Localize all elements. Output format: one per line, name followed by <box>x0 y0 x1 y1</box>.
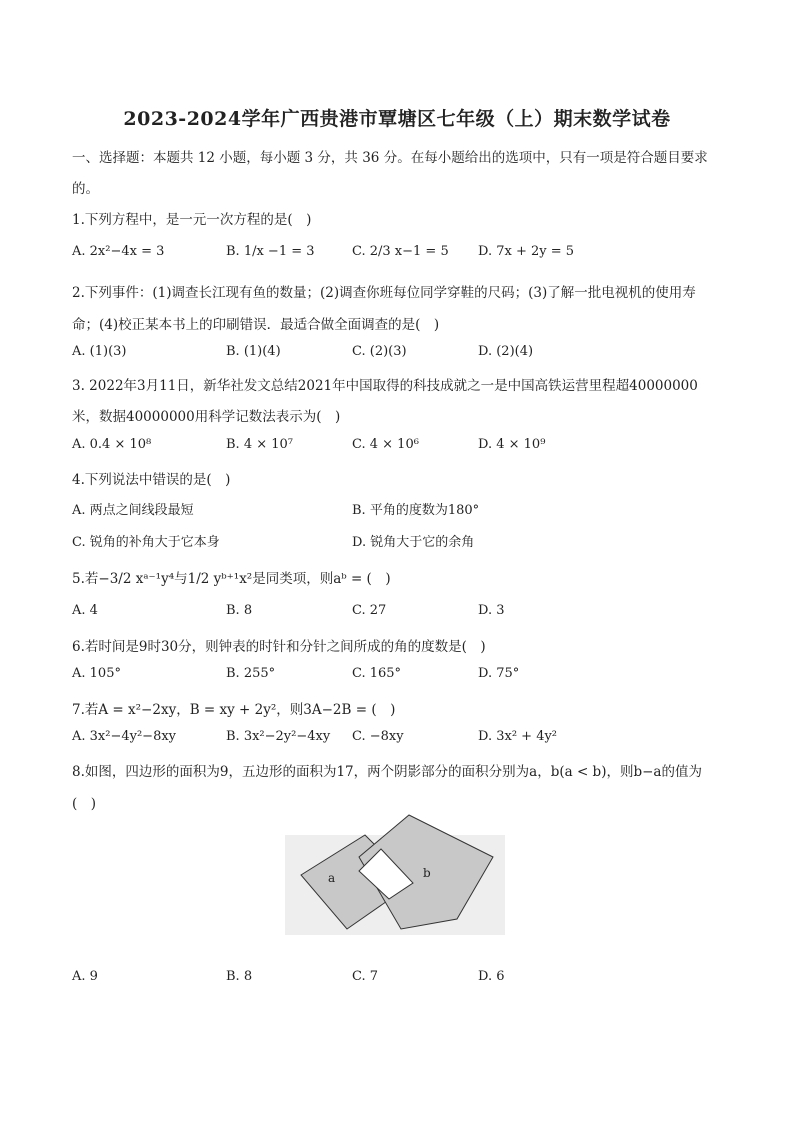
question-2-option-c: C. (2)(3) <box>352 344 407 359</box>
label-b: b <box>423 866 431 880</box>
polygon-overlap-diagram <box>285 813 505 935</box>
question-4-option-a: A. 两点之间线段最短 <box>72 503 194 518</box>
question-3-option-c: C. 4 × 10⁶ <box>352 437 419 452</box>
question-4-option-d: D. 锐角大于它的余角 <box>352 535 475 550</box>
question-1-option-a: A. 2x²−4x = 3 <box>72 244 165 259</box>
question-7-option-a: A. 3x²−4y²−8xy <box>72 729 177 744</box>
question-4-stem: 4.下列说法中错误的是( ) <box>72 472 231 488</box>
question-6-option-b: B. 255° <box>226 666 276 681</box>
question-8-stem-line1: 8.如图，四边形的面积为9，五边形的面积为17，两个阴影部分的面积分别为a，b(a < b)，则b−a的值为 <box>72 764 702 780</box>
question-7-option-b: B. 3x²−2y²−4xy <box>226 729 331 744</box>
page-title: 2023-2024学年广西贵港市覃塘区七年级（上）期末数学试卷 <box>123 108 671 130</box>
question-8-option-a: A. 9 <box>72 969 98 984</box>
question-8-figure <box>285 813 505 935</box>
question-1-option-d: D. 7x + 2y = 5 <box>478 244 575 259</box>
question-2-option-d: D. (2)(4) <box>478 344 534 359</box>
question-5-stem: 5.若−3/2 xᵃ⁻¹y⁴与1/2 yᵇ⁺¹x²是同类项，则aᵇ = ( ) <box>72 571 391 587</box>
question-5-option-a: A. 4 <box>72 603 98 618</box>
question-3-option-b: B. 4 × 10⁷ <box>226 437 293 452</box>
question-1-option-b: B. 1/x −1 = 3 <box>226 244 315 259</box>
question-6-option-a: A. 105° <box>72 666 121 681</box>
question-2-option-b: B. (1)(4) <box>226 344 281 359</box>
question-2-stem-line2: 命；(4)校正某本书上的印刷错误．最适合做全面调查的是( ) <box>72 317 440 333</box>
question-8-option-d: D. 6 <box>478 969 505 984</box>
section-heading-cont: 的。 <box>72 181 99 197</box>
question-5-option-c: C. 27 <box>352 603 387 618</box>
question-1-option-c: C. 2/3 x−1 = 5 <box>352 244 449 259</box>
section-heading: 一、选择题：本题共 12 小题，每小题 3 分，共 36 分。在每小题给出的选项中，只有一项是符合题目要求 <box>72 150 708 166</box>
question-4-option-b: B. 平角的度数为180° <box>352 503 480 518</box>
question-3-option-a: A. 0.4 × 10⁸ <box>72 437 152 452</box>
label-a: a <box>328 871 336 885</box>
question-4-option-c: C. 锐角的补角大于它本身 <box>72 535 220 550</box>
question-3-stem-line1: 3. 2022年3月11日，新华社发文总结2021年中国取得的科技成就之一是中国高铁运营里程超40000000 <box>72 378 698 394</box>
question-1-stem: 1.下列方程中，是一元一次方程的是( ) <box>72 212 312 228</box>
question-6-stem: 6.若时间是9时30分，则钟表的时针和分针之间所成的角的度数是( ) <box>72 639 486 655</box>
question-2-stem-line1: 2.下列事件：(1)调查长江现有鱼的数量；(2)调查你班每位同学穿鞋的尺码；(3)了解一批电视机的使用寿 <box>72 285 696 301</box>
question-3-option-d: D. 4 × 10⁹ <box>478 437 546 452</box>
question-3-stem-line2: 米，数据40000000用科学记数法表示为( ) <box>72 409 341 425</box>
question-5-option-d: D. 3 <box>478 603 505 618</box>
question-8-stem-line2: ( ) <box>72 796 97 812</box>
question-7-stem: 7.若A = x²−2xy，B = xy + 2y²，则3A−2B = ( ) <box>72 702 396 718</box>
question-7-option-c: C. −8xy <box>352 729 404 744</box>
question-6-option-c: C. 165° <box>352 666 402 681</box>
question-2-option-a: A. (1)(3) <box>72 344 127 359</box>
question-6-option-d: D. 75° <box>478 666 520 681</box>
question-8-option-c: C. 7 <box>352 969 379 984</box>
question-7-option-d: D. 3x² + 4y² <box>478 729 558 744</box>
question-5-option-b: B. 8 <box>226 603 253 618</box>
question-8-option-b: B. 8 <box>226 969 253 984</box>
